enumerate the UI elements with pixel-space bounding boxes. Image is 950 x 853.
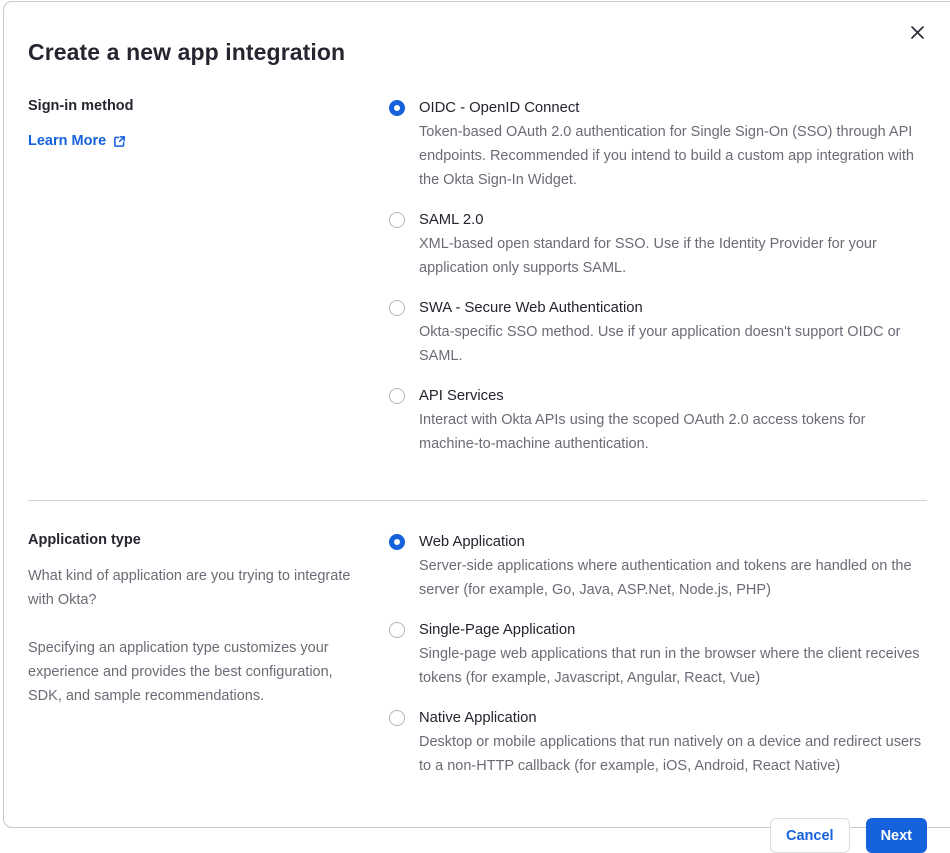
option-description: Server-side applications where authentication and tokens are handled on the server (for example, Go, Java, ASP.Net, Node.js, PHP) xyxy=(419,558,912,598)
create-app-integration-dialog xyxy=(3,1,950,844)
external-link-icon xyxy=(113,135,126,148)
page-title: Create a new app integration xyxy=(28,39,346,65)
radio-option-api-services[interactable] xyxy=(389,384,927,456)
radio-unselected-icon[interactable] xyxy=(389,212,405,228)
radio-option-native-application[interactable] xyxy=(389,706,927,778)
radio-option-single-page-application[interactable] xyxy=(389,618,927,690)
radio-unselected-icon[interactable] xyxy=(389,300,405,316)
signin-method-label: Sign-in method xyxy=(28,98,134,114)
close-button[interactable] xyxy=(907,22,927,42)
radio-unselected-icon[interactable] xyxy=(389,622,405,638)
radio-selected-icon[interactable] xyxy=(389,100,405,116)
application-type-help-text: Specifying an application type customizes your experience and provides the best configuration, SDK, and sample recommendations. xyxy=(28,640,333,704)
radio-option-web-application[interactable] xyxy=(389,530,927,602)
option-description: XML-based open standard for SSO. Use if the Identity Provider for your application only supports SAML. xyxy=(419,236,877,276)
next-button[interactable]: Next xyxy=(866,818,927,853)
application-type-label: Application type xyxy=(28,532,141,548)
option-description: Single-page web applications that run in the browser where the client receives tokens (for example, Javascript, Angular, React, Vue) xyxy=(419,646,920,686)
radio-option-oidc[interactable] xyxy=(389,96,927,192)
option-label: OIDC - OpenID Connect xyxy=(419,100,580,116)
radio-unselected-icon[interactable] xyxy=(389,710,405,726)
option-description: Okta-specific SSO method. Use if your application doesn't support OIDC or SAML. xyxy=(419,324,901,364)
option-description: Token-based OAuth 2.0 authentication for Single Sign-On (SSO) through API endpoints. Recommended if you intend to build a custom app integration with the Okta Sign-In Widget. xyxy=(419,124,914,188)
option-label: API Services xyxy=(419,388,504,404)
learn-more-label: Learn More xyxy=(28,133,107,149)
section-divider xyxy=(28,500,927,501)
learn-more-link[interactable] xyxy=(28,133,126,149)
option-label: Native Application xyxy=(419,710,537,726)
radio-selected-icon[interactable] xyxy=(389,534,405,550)
dialog-footer xyxy=(28,818,927,853)
application-type-section xyxy=(28,530,927,778)
close-icon xyxy=(910,25,925,40)
option-label: SWA - Secure Web Authentication xyxy=(419,300,643,316)
option-description: Interact with Okta APIs using the scoped OAuth 2.0 access tokens for machine-to-machine authentication. xyxy=(419,412,866,452)
option-label: Single-Page Application xyxy=(419,622,576,638)
radio-option-swa[interactable] xyxy=(389,296,927,368)
option-label: Web Application xyxy=(419,534,525,550)
application-type-question: What kind of application are you trying to integrate with Okta? xyxy=(28,568,351,608)
option-description: Desktop or mobile applications that run natively on a device and redirect users to a non-HTTP callback (for example, iOS, Android, React Native) xyxy=(419,734,922,774)
option-label: SAML 2.0 xyxy=(419,212,484,228)
radio-option-saml[interactable] xyxy=(389,208,927,280)
cancel-button[interactable]: Cancel xyxy=(770,818,850,853)
signin-method-section xyxy=(28,96,927,456)
radio-unselected-icon[interactable] xyxy=(389,388,405,404)
